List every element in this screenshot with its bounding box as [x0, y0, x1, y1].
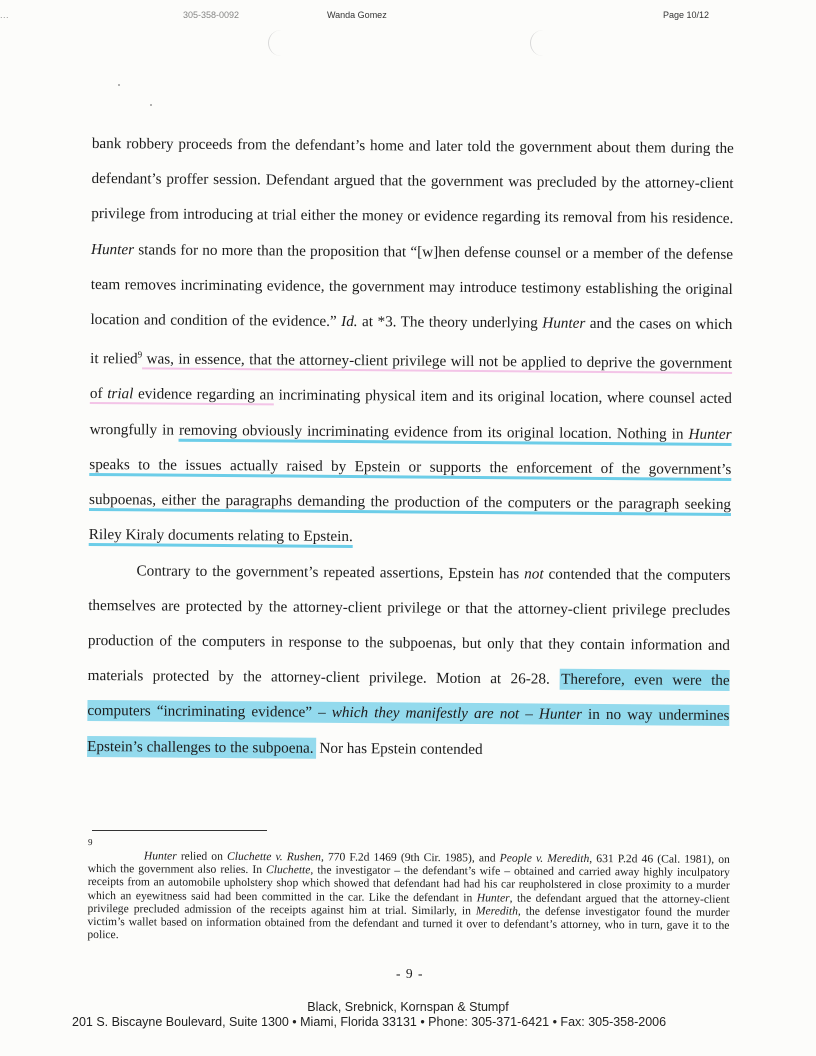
body-text	[87, 126, 734, 769]
scan-speck	[150, 104, 152, 106]
fax-datetime: ...	[0, 10, 10, 20]
fax-phone: 305-358-0092	[183, 10, 240, 20]
footnote-text: Hunter relied on Cluchette v. Rushen, 770 F.2d 1469 (9th Cir. 1985), and People v. Meredith, 631 P.2d 46 (Cal. 1981), on which the government also relies. In Cluchette, the investigator – the defendant’s wife – obtained and carried away highly inculpatory receipts from an automobile upholstery shop which showed that defendant had had his car reupholstered in close proximity to a murder which an eyewitness said had been committed in the car. Like the defendant in Hunter, the defendant argued that the attorney-client privilege precluded admission of the receipts against him at trial. Similarly, in Meredith, the defense investigator found the murder victim’s wallet based on information obtained from the defendant and turned it over to defendant’s attorney, who in turn, gave it to the police.	[87, 849, 730, 942]
firm-name: Black, Srebnick, Kornspan & Stumpf	[307, 1000, 509, 1014]
punch-hole-mark	[268, 30, 289, 56]
footnote-rule	[92, 830, 267, 831]
punch-hole-mark	[530, 30, 551, 56]
fax-header	[0, 10, 816, 30]
page-number: - 9 -	[396, 966, 424, 981]
blue-underline: removing obviously incriminating evidence from its original location. Nothing in Hunter speaks to the issues actually raised by Epstein or supports the enforcement of the government’s subpoenas, either the paragraphs demanding the production of the computers or the paragraph seeking Riley Kiraly documents relating to Epstein.	[89, 421, 732, 548]
footnote-number: 9	[87, 837, 93, 848]
paragraph: Contrary to the government’s repeated assertions, Epstein has not contended that the computers themselves are protected by the attorney-client privilege or that the attorney-client privilege precludes production of the computers in response to the subpoenas, but only that they contain information and materials protected by the attorney-client privilege. Motion at 26-28. Therefore, even were the computers “incriminating evidence” – which they manifestly are not – Hunter in no way undermines Epstein’s challenges to the subpoena. Nor has Epstein contended	[87, 561, 731, 758]
fax-page-indicator: Page 10/12	[663, 10, 710, 20]
footnote-reference: 9	[137, 349, 143, 360]
pink-underline: was, in essence, that the attorney-client privilege will not be applied to deprive the government of trial evidence regarding an	[89, 350, 733, 404]
footnote	[87, 836, 730, 945]
fax-sender: Wanda Gomez	[327, 10, 387, 20]
scan-speck	[118, 84, 120, 86]
paragraph: bank robbery proceeds from the defendant’s home and later told the government about them during the defendant’s proffer session. Defendant argued that the government was precluded by the attorney-client privilege from introducing at trial either the money or evidence regarding its removal from his residence. Hunter stands for no more than the proposition that “[w]hen defense counsel or a member of the defense team removes incriminating evidence, the government may introduce testimony establishing the original location and condition of the evidence.” Id. at *3. The theory underlying Hunter and the cases on which it relied$^9$ was, in essence, that the attorney-client privilege will not be applied to deprive the government of trial evidence regarding an incriminating physical item and its original location, where counsel acted wrongfully in removing obviously incriminating evidence from its original location. Nothing in Hunter speaks to the issues actually raised by Epstein or supports the enforcement of the government’s subpoenas, either the paragraphs demanding the production of the computers or the paragraph seeking Riley Kiraly documents relating to Epstein.	[89, 126, 734, 558]
firm-address: 201 S. Biscayne Boulevard, Suite 1300 • Miami, Florida 33131 • Phone: 305-371-6421 • Fax: 305-358-2006	[72, 1015, 667, 1029]
blue-highlight: Therefore, even were the computers “incriminating evidence” – which they manifestly are not – Hunter in no way undermines Epstein’s challenges to the subpoena.	[87, 669, 730, 758]
